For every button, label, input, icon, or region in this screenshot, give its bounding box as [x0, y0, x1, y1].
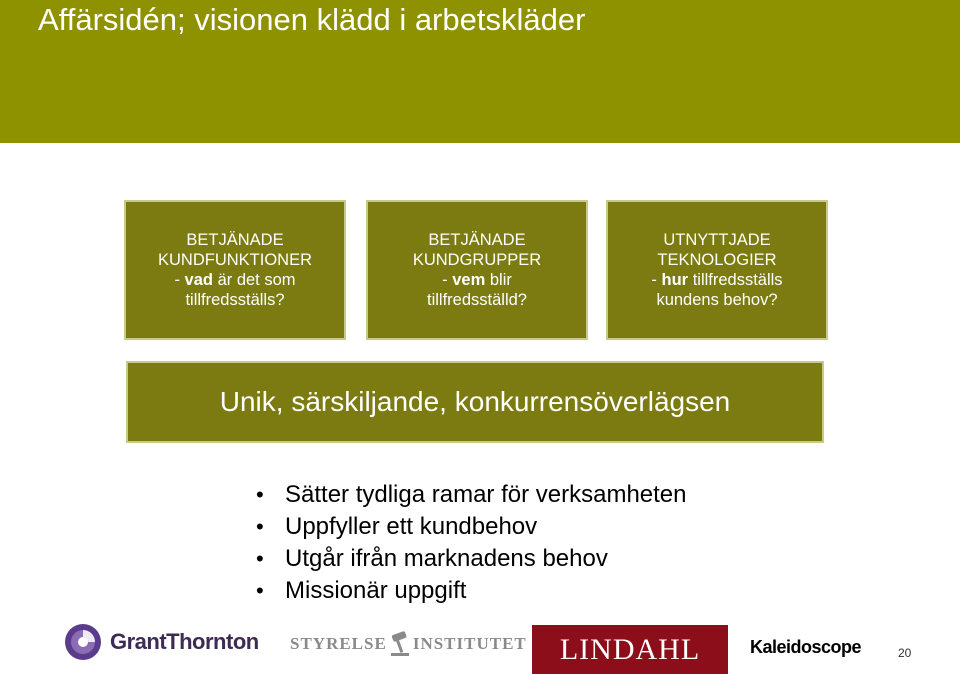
box-line: BETJÄNADE: [186, 231, 284, 249]
lindahl-wordmark: LINDAHL: [559, 632, 701, 666]
box-line: KUNDFUNKTIONER: [157, 251, 312, 269]
banner-text: Unik, särskiljande, konkurrensöverlägsen: [219, 386, 731, 417]
institutet-word: INSTITUTET: [412, 634, 527, 653]
page-number: 20: [898, 646, 912, 660]
box-line: tillfredsställs?: [185, 291, 285, 309]
box-line: UTNYTTJADE: [663, 231, 771, 249]
styrelseinstitutet-logo: [290, 631, 527, 657]
box-line-rest: blir: [485, 271, 512, 289]
box-line: [651, 270, 782, 290]
box-line-rest: tillfredsställs: [688, 271, 783, 289]
box-line: BETJÄNADE: [428, 231, 526, 249]
unique-banner: [126, 361, 824, 443]
box-dash: -: [174, 271, 185, 289]
styrelse-word: STYRELSE: [290, 634, 387, 653]
grant-thornton-mark-icon: [64, 623, 102, 661]
title-bar: [0, 0, 960, 143]
box-customer-functions: [124, 200, 346, 340]
bullet-item: • Uppfyller ett kundbehov: [256, 511, 687, 543]
lindahl-logo: [532, 625, 728, 674]
bullet-item: • Missionär uppgift: [256, 575, 687, 607]
box-line-rest: är det som: [212, 271, 296, 289]
box-technologies: [606, 200, 828, 340]
gavel-icon: [389, 631, 411, 657]
box-dash: -: [651, 271, 662, 289]
box-line: tillfredsställd?: [427, 291, 527, 309]
box-line: TEKNOLOGIER: [657, 251, 777, 269]
bullet-list: [256, 479, 687, 607]
logo-strip: [0, 615, 960, 674]
box-keyword: hur: [661, 271, 689, 289]
kaleidoscope-logo: Kaleidoscope: [750, 637, 862, 657]
box-line: KUNDGRUPPER: [412, 251, 542, 269]
grant-thornton-wordmark: GrantThornton: [110, 629, 259, 654]
grant-thornton-logo: [64, 623, 259, 661]
box-dash: -: [442, 271, 453, 289]
bullet-item: • Sätter tydliga ramar för verksamheten: [256, 479, 687, 511]
bullet-item: • Utgår ifrån marknadens behov: [256, 543, 687, 575]
box-keyword: vem: [452, 271, 486, 289]
box-line: kundens behov?: [656, 291, 778, 309]
box-keyword: vad: [184, 271, 213, 289]
box-line: [442, 270, 512, 290]
box-customer-groups: [366, 200, 588, 340]
box-line: [174, 270, 295, 290]
slide-title: Affärsidén; visionen klädd i arbetskläder: [38, 2, 586, 37]
